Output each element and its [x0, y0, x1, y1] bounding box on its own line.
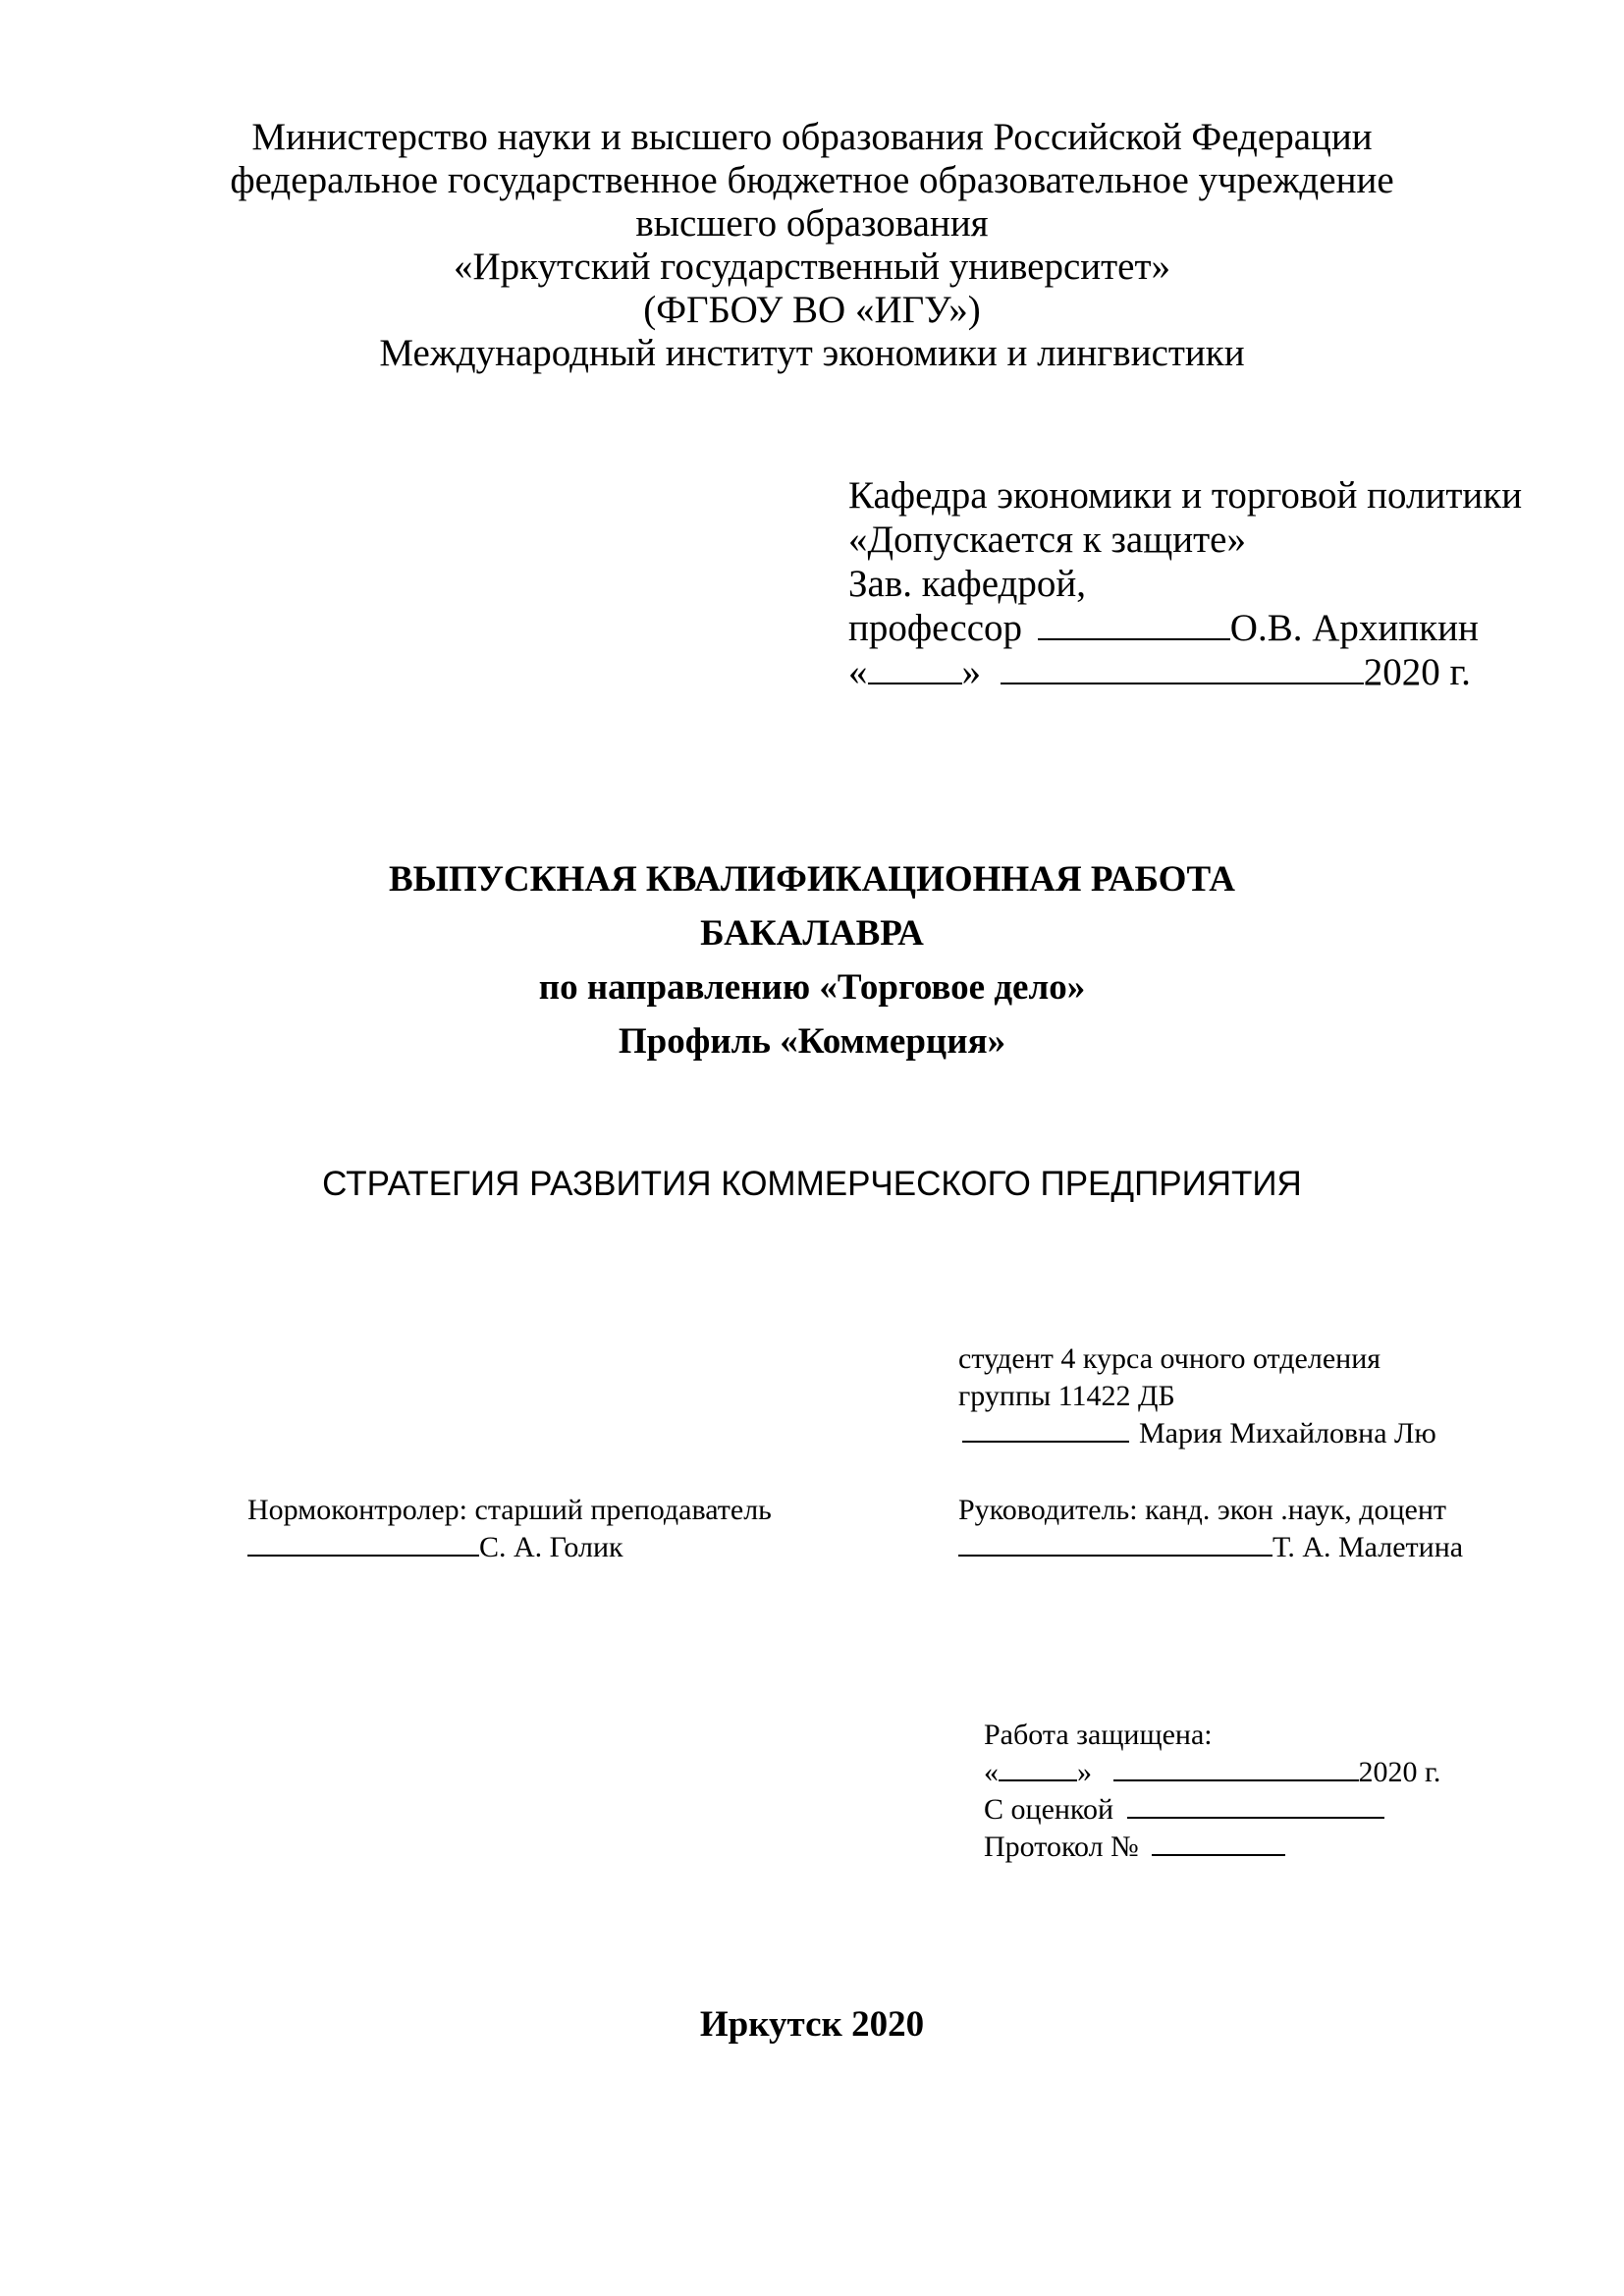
defense-protocol-label: Протокол № [984, 1831, 1139, 1863]
defense-date-open-quote: « [984, 1756, 999, 1788]
defense-date-close-quote: » [1077, 1756, 1092, 1788]
approval-department: Кафедра экономики и торговой политики [848, 474, 1523, 517]
approval-professor-prefix: профессор [848, 607, 1023, 649]
header-line-ministry: Министерство науки и высшего образования Российской Федерации [251, 116, 1373, 158]
normcontrol-label: Нормоконтролер: старший преподаватель [247, 1494, 772, 1526]
approval-date-close-quote: » [961, 651, 981, 693]
grade-blank [1127, 1816, 1384, 1819]
supervisor-label: Руководитель: канд. экон .наук, доцент [958, 1494, 1447, 1526]
approval-date-line [848, 650, 1471, 694]
supervisor-signature-line [958, 1529, 1463, 1566]
defense-month-blank [1113, 1778, 1359, 1781]
header-line-institution-type: федеральное государственное бюджетное образовательное учреждение [230, 159, 1394, 201]
student-signature-line [962, 1415, 1436, 1452]
normcontrol-name: С. А. Голик [479, 1531, 623, 1563]
header-line-education-level: высшего образования [635, 202, 989, 245]
month-blank [1001, 682, 1364, 684]
title-line-3: по направлению «Торговое дело» [538, 967, 1086, 1008]
header-line-abbreviation: (ФГБОУ ВО «ИГУ») [643, 289, 981, 331]
defense-year: 2020 г. [1358, 1756, 1441, 1788]
title-line-1: ВЫПУСКНАЯ КВАЛИФИКАЦИОННАЯ РАБОТА [388, 859, 1236, 900]
supervisor-signature-blank [958, 1554, 1272, 1557]
title-line-4: Профиль «Коммерция» [618, 1021, 1006, 1062]
approval-year: 2020 г. [1363, 651, 1471, 693]
student-group: группы 11422 ДБ [958, 1380, 1175, 1412]
normcontrol-signature-line [247, 1529, 623, 1566]
city-year: Иркутск 2020 [699, 2004, 925, 2045]
approval-head: Зав. кафедрой, [848, 563, 1086, 605]
approval-professor-line [848, 606, 1479, 650]
defense-grade-line [984, 1791, 1384, 1829]
defense-grade-label: С оценкой [984, 1793, 1114, 1826]
signature-line [1038, 637, 1230, 640]
title-block [0, 852, 1624, 1068]
protocol-blank [1152, 1853, 1285, 1856]
supervisor-name: Т. А. Малетина [1272, 1531, 1464, 1563]
title-line-2: БАКАЛАВРА [700, 913, 924, 954]
defense-date-line [984, 1754, 1440, 1791]
student-signature-blank [962, 1440, 1129, 1443]
institution-header [0, 116, 1624, 375]
normcontrol-signature-blank [247, 1554, 479, 1557]
approval-date-open-quote: « [848, 651, 868, 693]
header-line-university: «Иркутский государственный университет» [453, 246, 1171, 288]
defense-protocol-line [984, 1829, 1285, 1866]
student-course: студент 4 курса очного отделения [958, 1342, 1381, 1375]
approval-admit: «Допускается к защите» [848, 519, 1246, 561]
approval-professor-name: О.В. Архипкин [1229, 607, 1479, 649]
student-name: Мария Михайловна Лю [1139, 1417, 1436, 1449]
defense-day-blank [999, 1778, 1077, 1781]
day-blank [868, 682, 962, 684]
thesis-topic: СТРАТЕГИЯ РАЗВИТИЯ КОММЕРЧЕСКОГО ПРЕДПРИЯТИЯ [322, 1165, 1302, 1203]
defense-label: Работа защищена: [984, 1719, 1213, 1751]
header-line-institute: Международный институт экономики и лингвистики [379, 332, 1245, 374]
